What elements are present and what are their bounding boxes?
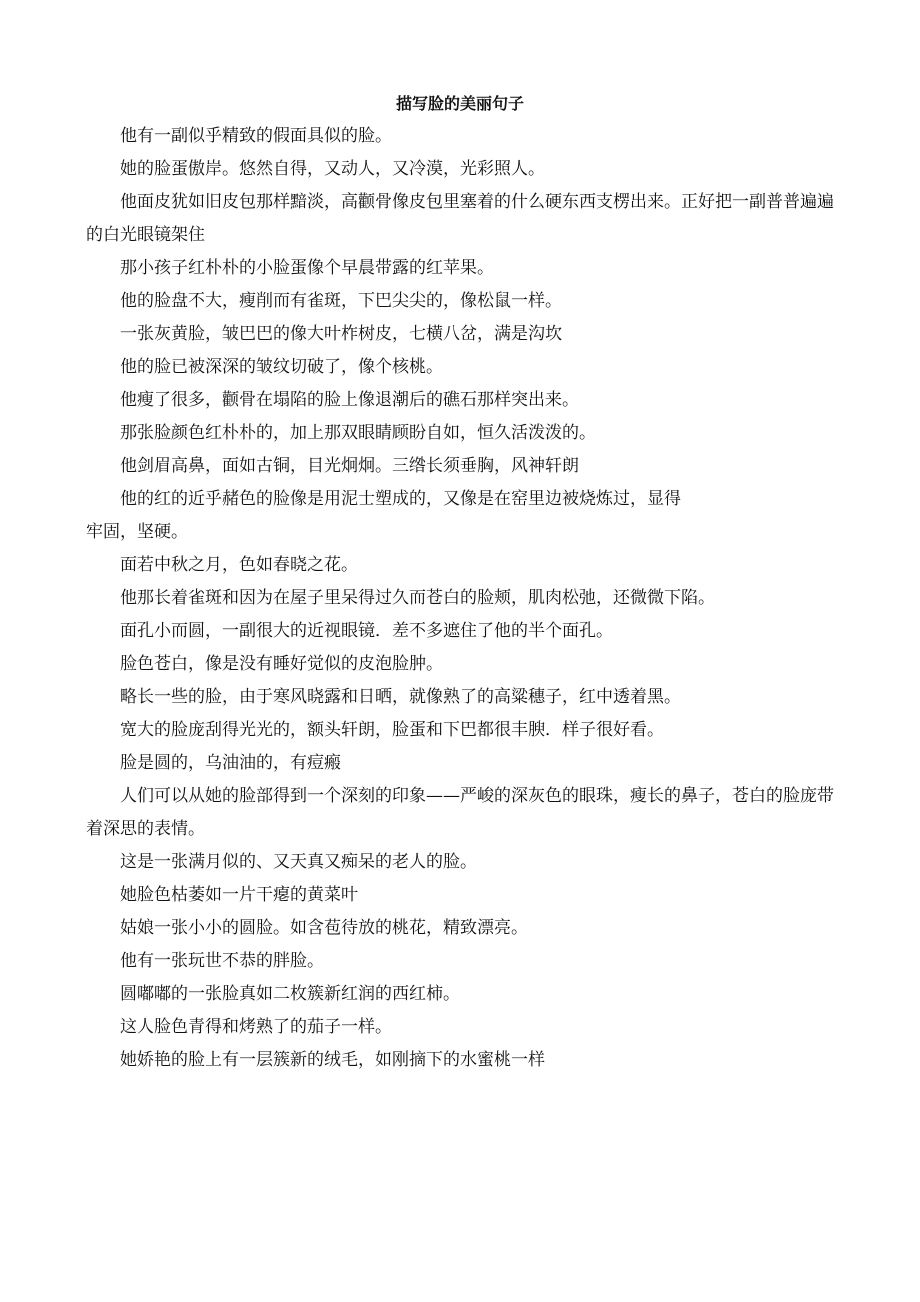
paragraph: 他的脸盘不大，瘦削而有雀斑，下巴尖尖的，像松鼠一样。 [120,291,562,311]
paragraph: 他瘦了很多，颧骨在塌陷的脸上像退潮后的礁石那样突出来。 [120,390,579,410]
paragraph: 他那长着雀斑和因为在屋子里呆得过久而苍白的脸颊，肌肉松弛，还微微下陷。 [120,588,715,608]
paragraph: 他的脸已被深深的皱纹切破了，像个核桃。 [120,357,443,377]
paragraph: 他的红的近乎赭色的脸像是用泥士塑成的，又像是在窑里边被烧炼过，显得 [120,489,681,509]
paragraph: 脸色苍白，像是没有睡好觉似的皮泡脸肿。 [120,654,443,674]
paragraph: 他有一张玩世不恭的胖脸。 [120,951,324,971]
paragraph: 这是一张满月似的、又天真又痴呆的老人的脸。 [120,852,477,872]
paragraph: 那小孩子红朴朴的小脸蛋像个早晨带露的红苹果。 [120,258,494,278]
paragraph: 脸是圆的，乌油油的，有痘瘢 [120,753,341,773]
paragraph: 姑娘一张小小的圆脸。如含苞待放的桃花，精致漂亮。 [120,918,528,938]
paragraph: 他有一副似乎精致的假面具似的脸。 [120,126,392,146]
paragraph: 人们可以从她的脸部得到一个深刻的印象——严峻的深灰色的眼珠，瘦长的鼻子，苍白的脸庞带着深思的表情。 [86,786,834,839]
paragraph-continuation: 牢固，坚硬。 [86,522,188,542]
paragraph: 他面皮犹如旧皮包那样黯淡，高颧骨像皮包里塞着的什么硬东西支楞出来。正好把一副普普遍遍的白光眼镜架住 [86,192,834,245]
document-title: 描写脸的美丽句子 [395,94,524,113]
paragraph: 他剑眉高鼻，面如古铜，目光炯炯。三绺长须垂胸，风神轩朗 [120,456,579,476]
document-page [86,92,834,1077]
paragraph: 这人脸色青得和烤熟了的茄子一样。 [120,1017,392,1037]
paragraph: 宽大的脸庞刮得光光的，额头轩朗，脸蛋和下巴都很丰腴．样子很好看。 [120,720,664,740]
paragraph: 圆嘟嘟的一张脸真如二枚簇新红润的西红柿。 [120,984,460,1004]
paragraph: 面若中秋之月，色如春晓之花。 [120,555,358,575]
paragraph: 她脸色枯萎如一片干瘪的黄菜叶 [120,885,358,905]
paragraph: 略长一些的脸，由于寒风晓露和日晒，就像熟了的高粱穗子，红中透着黑。 [120,687,681,707]
paragraph: 一张灰黄脸，皱巴巴的像大叶柞树皮，七横八岔，满是沟坎 [120,324,562,344]
paragraph: 她的脸蛋傲岸。悠然自得，又动人，又冷漠，光彩照人。 [120,159,545,179]
paragraph: 面孔小而圆，一副很大的近视眼镜．差不多遮住了他的半个面孔。 [120,621,613,641]
paragraph: 她娇艳的脸上有一层簇新的绒毛，如刚摘下的水蜜桃一样 [120,1050,545,1070]
paragraph: 那张脸颜色红朴朴的，加上那双眼睛顾盼自如，恒久活泼泼的。 [120,423,596,443]
